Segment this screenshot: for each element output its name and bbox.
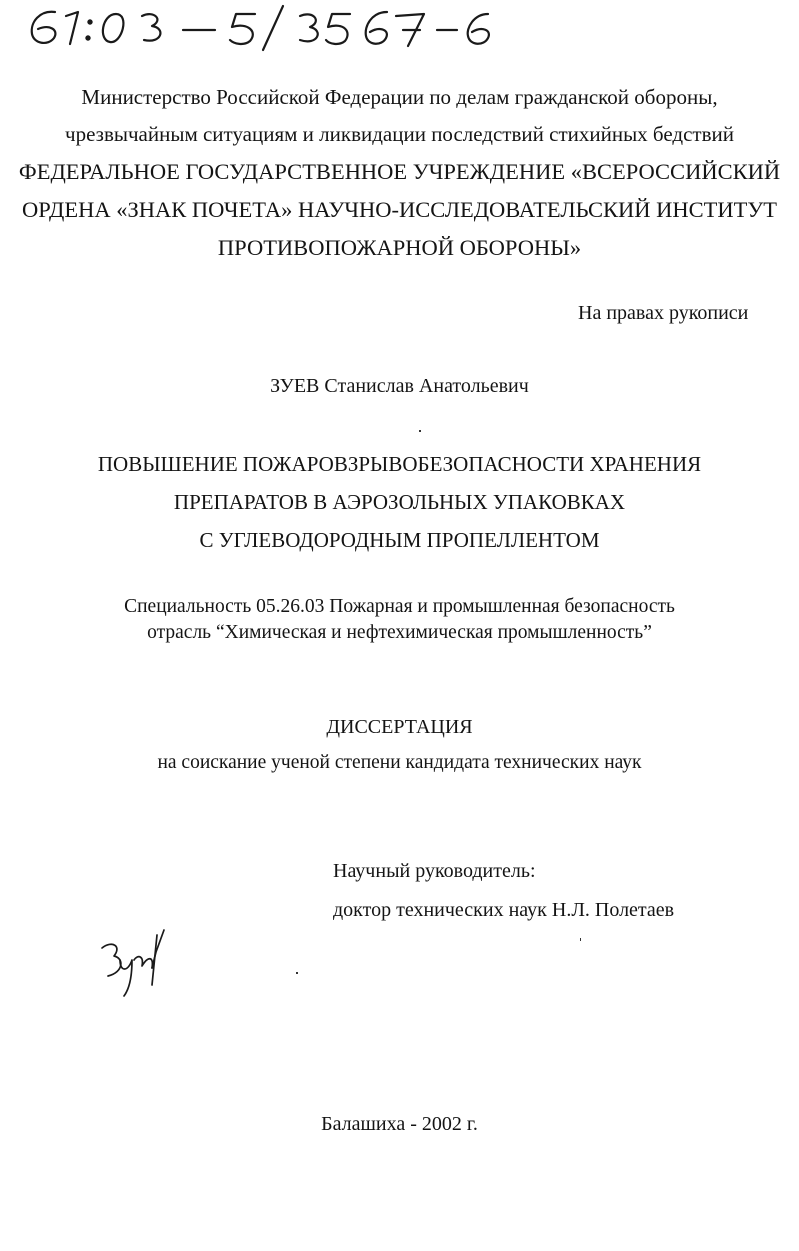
title-line-2: ПРЕПАРАТОВ В АЭРОЗОЛЬНЫХ УПАКОВКАХ xyxy=(173,490,626,514)
place-year: Балашиха - 2002 г. xyxy=(321,1113,478,1135)
scan-speck xyxy=(296,972,298,974)
author-name: ЗУЕВ Станислав Анатольевич xyxy=(270,375,529,397)
handwritten-note-signature xyxy=(102,930,164,996)
institution-block xyxy=(0,153,799,267)
institution-line-3: ПРОТИВОПОЖАРНОЙ ОБОРОНЫ» xyxy=(217,235,582,260)
dissertation-heading: ДИССЕРТАЦИЯ xyxy=(326,716,473,738)
institution-line-1: ФЕДЕРАЛЬНОЕ ГОСУДАРСТВЕННОЕ УЧРЕЖДЕНИЕ «ВСЕРОССИЙСКИЙ xyxy=(18,159,781,184)
ministry-line-2: чрезвычайным ситуациям и ликвидации последствий стихийных бедствий xyxy=(65,122,734,146)
title-line-1: ПОВЫШЕНИЕ ПОЖАРОВЗРЫВОБЕЗОПАСНОСТИ ХРАНЕНИЯ xyxy=(97,452,702,476)
specialty-line-2: отрасль “Химическая и нефтехимическая промышленность” xyxy=(147,622,652,643)
supervisor-label: Научный руководитель: xyxy=(333,860,536,882)
dissertation-subheading: на соискание ученой степени кандидата технических наук xyxy=(157,752,642,773)
ministry-block xyxy=(0,79,799,153)
ministry-line-1: Министерство Российской Федерации по делам гражданской обороны, xyxy=(81,85,718,109)
scan-speck xyxy=(580,938,581,941)
institution-line-2: ОРДЕНА «ЗНАК ПОЧЕТА» НАУЧНО-ИССЛЕДОВАТЕЛЬСКИЙ ИНСТИТУТ xyxy=(21,197,778,222)
dissertation-title xyxy=(0,445,799,559)
title-line-3: С УГЛЕВОДОРОДНЫМ ПРОПЕЛЛЕНТОМ xyxy=(199,528,600,552)
specialty-block xyxy=(0,594,799,646)
scan-speck xyxy=(419,430,421,432)
specialty-line-1: Специальность 05.26.03 Пожарная и промышленная безопасность xyxy=(124,596,675,617)
manuscript-rights: На правах рукописи xyxy=(578,302,749,324)
supervisor-name: доктор технических наук Н.Л. Полетаев xyxy=(333,899,675,921)
